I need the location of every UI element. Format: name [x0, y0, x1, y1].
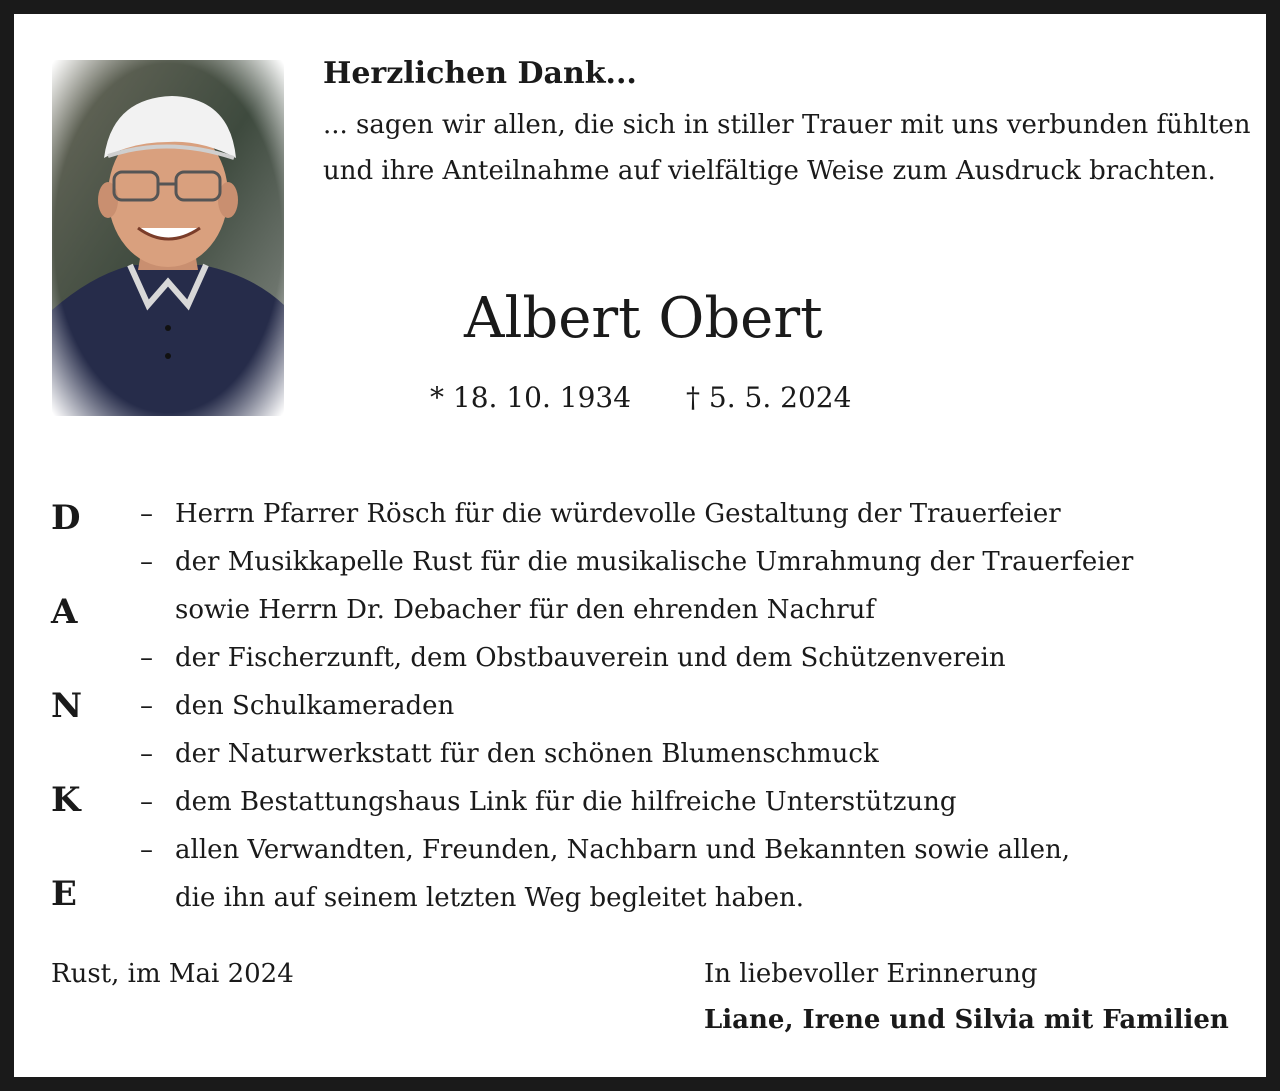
danke-letter: D [51, 498, 81, 538]
thanks-line [140, 832, 1070, 868]
intro-text [323, 102, 1251, 194]
thanks-text: der Fischerzunft, dem Obstbauverein und dem Schützenverein [175, 643, 1006, 673]
thanks-text: dem Bestattungshaus Link für die hilfreiche Unterstützung [175, 787, 957, 817]
dash: – [140, 547, 153, 577]
thanks-line [140, 688, 454, 724]
heading: Herzlichen Dank... [323, 56, 637, 91]
thanks-line [140, 784, 957, 820]
thanks-text: Herrn Pfarrer Rösch für die würdevolle Gestaltung der Trauerfeier [175, 499, 1061, 529]
thanks-text: den Schulkameraden [175, 691, 455, 721]
birth-date: * 18. 10. 1934 [430, 381, 632, 414]
danke-letter: N [51, 686, 83, 726]
intro-line: ... sagen wir allen, die sich in stiller Trauer mit uns verbunden fühlten [323, 110, 1251, 140]
thanks-text: die ihn auf seinem letzten Weg begleitet haben. [175, 883, 805, 913]
dash: – [140, 499, 153, 529]
thanks-line [175, 880, 804, 916]
place-date: Rust, im Mai 2024 [51, 959, 294, 989]
thanks-text: der Naturwerkstatt für den schönen Blumenschmuck [175, 739, 879, 769]
danke-letter: K [51, 780, 81, 820]
dash: – [140, 835, 153, 865]
memory-line: In liebevoller Erinnerung [704, 959, 1038, 989]
portrait-photo [52, 60, 284, 416]
thanks-line [140, 640, 1006, 676]
thanks-line [140, 736, 879, 772]
danke-letter: A [51, 592, 78, 632]
dash: – [140, 643, 153, 673]
death-date: † 5. 5. 2024 [686, 381, 852, 414]
thanks-text: der Musikkapelle Rust für die musikalische Umrahmung der Trauerfeier [175, 547, 1134, 577]
deceased-name: Albert Obert [464, 286, 823, 351]
family-signature: Liane, Irene und Silvia mit Familien [704, 1005, 1229, 1035]
thanks-text: allen Verwandten, Freunden, Nachbarn und Bekannten sowie allen, [175, 835, 1071, 865]
dash: – [140, 691, 153, 721]
thanks-text: sowie Herrn Dr. Debacher für den ehrenden Nachruf [175, 595, 876, 625]
thanks-line [140, 544, 1133, 580]
intro-line: und ihre Anteilnahme auf vielfältige Weise zum Ausdruck brachten. [323, 156, 1216, 186]
thanks-line [175, 592, 875, 628]
dash: – [140, 739, 153, 769]
dash: – [140, 787, 153, 817]
thanks-line [140, 496, 1061, 532]
danke-letter: E [51, 874, 77, 914]
